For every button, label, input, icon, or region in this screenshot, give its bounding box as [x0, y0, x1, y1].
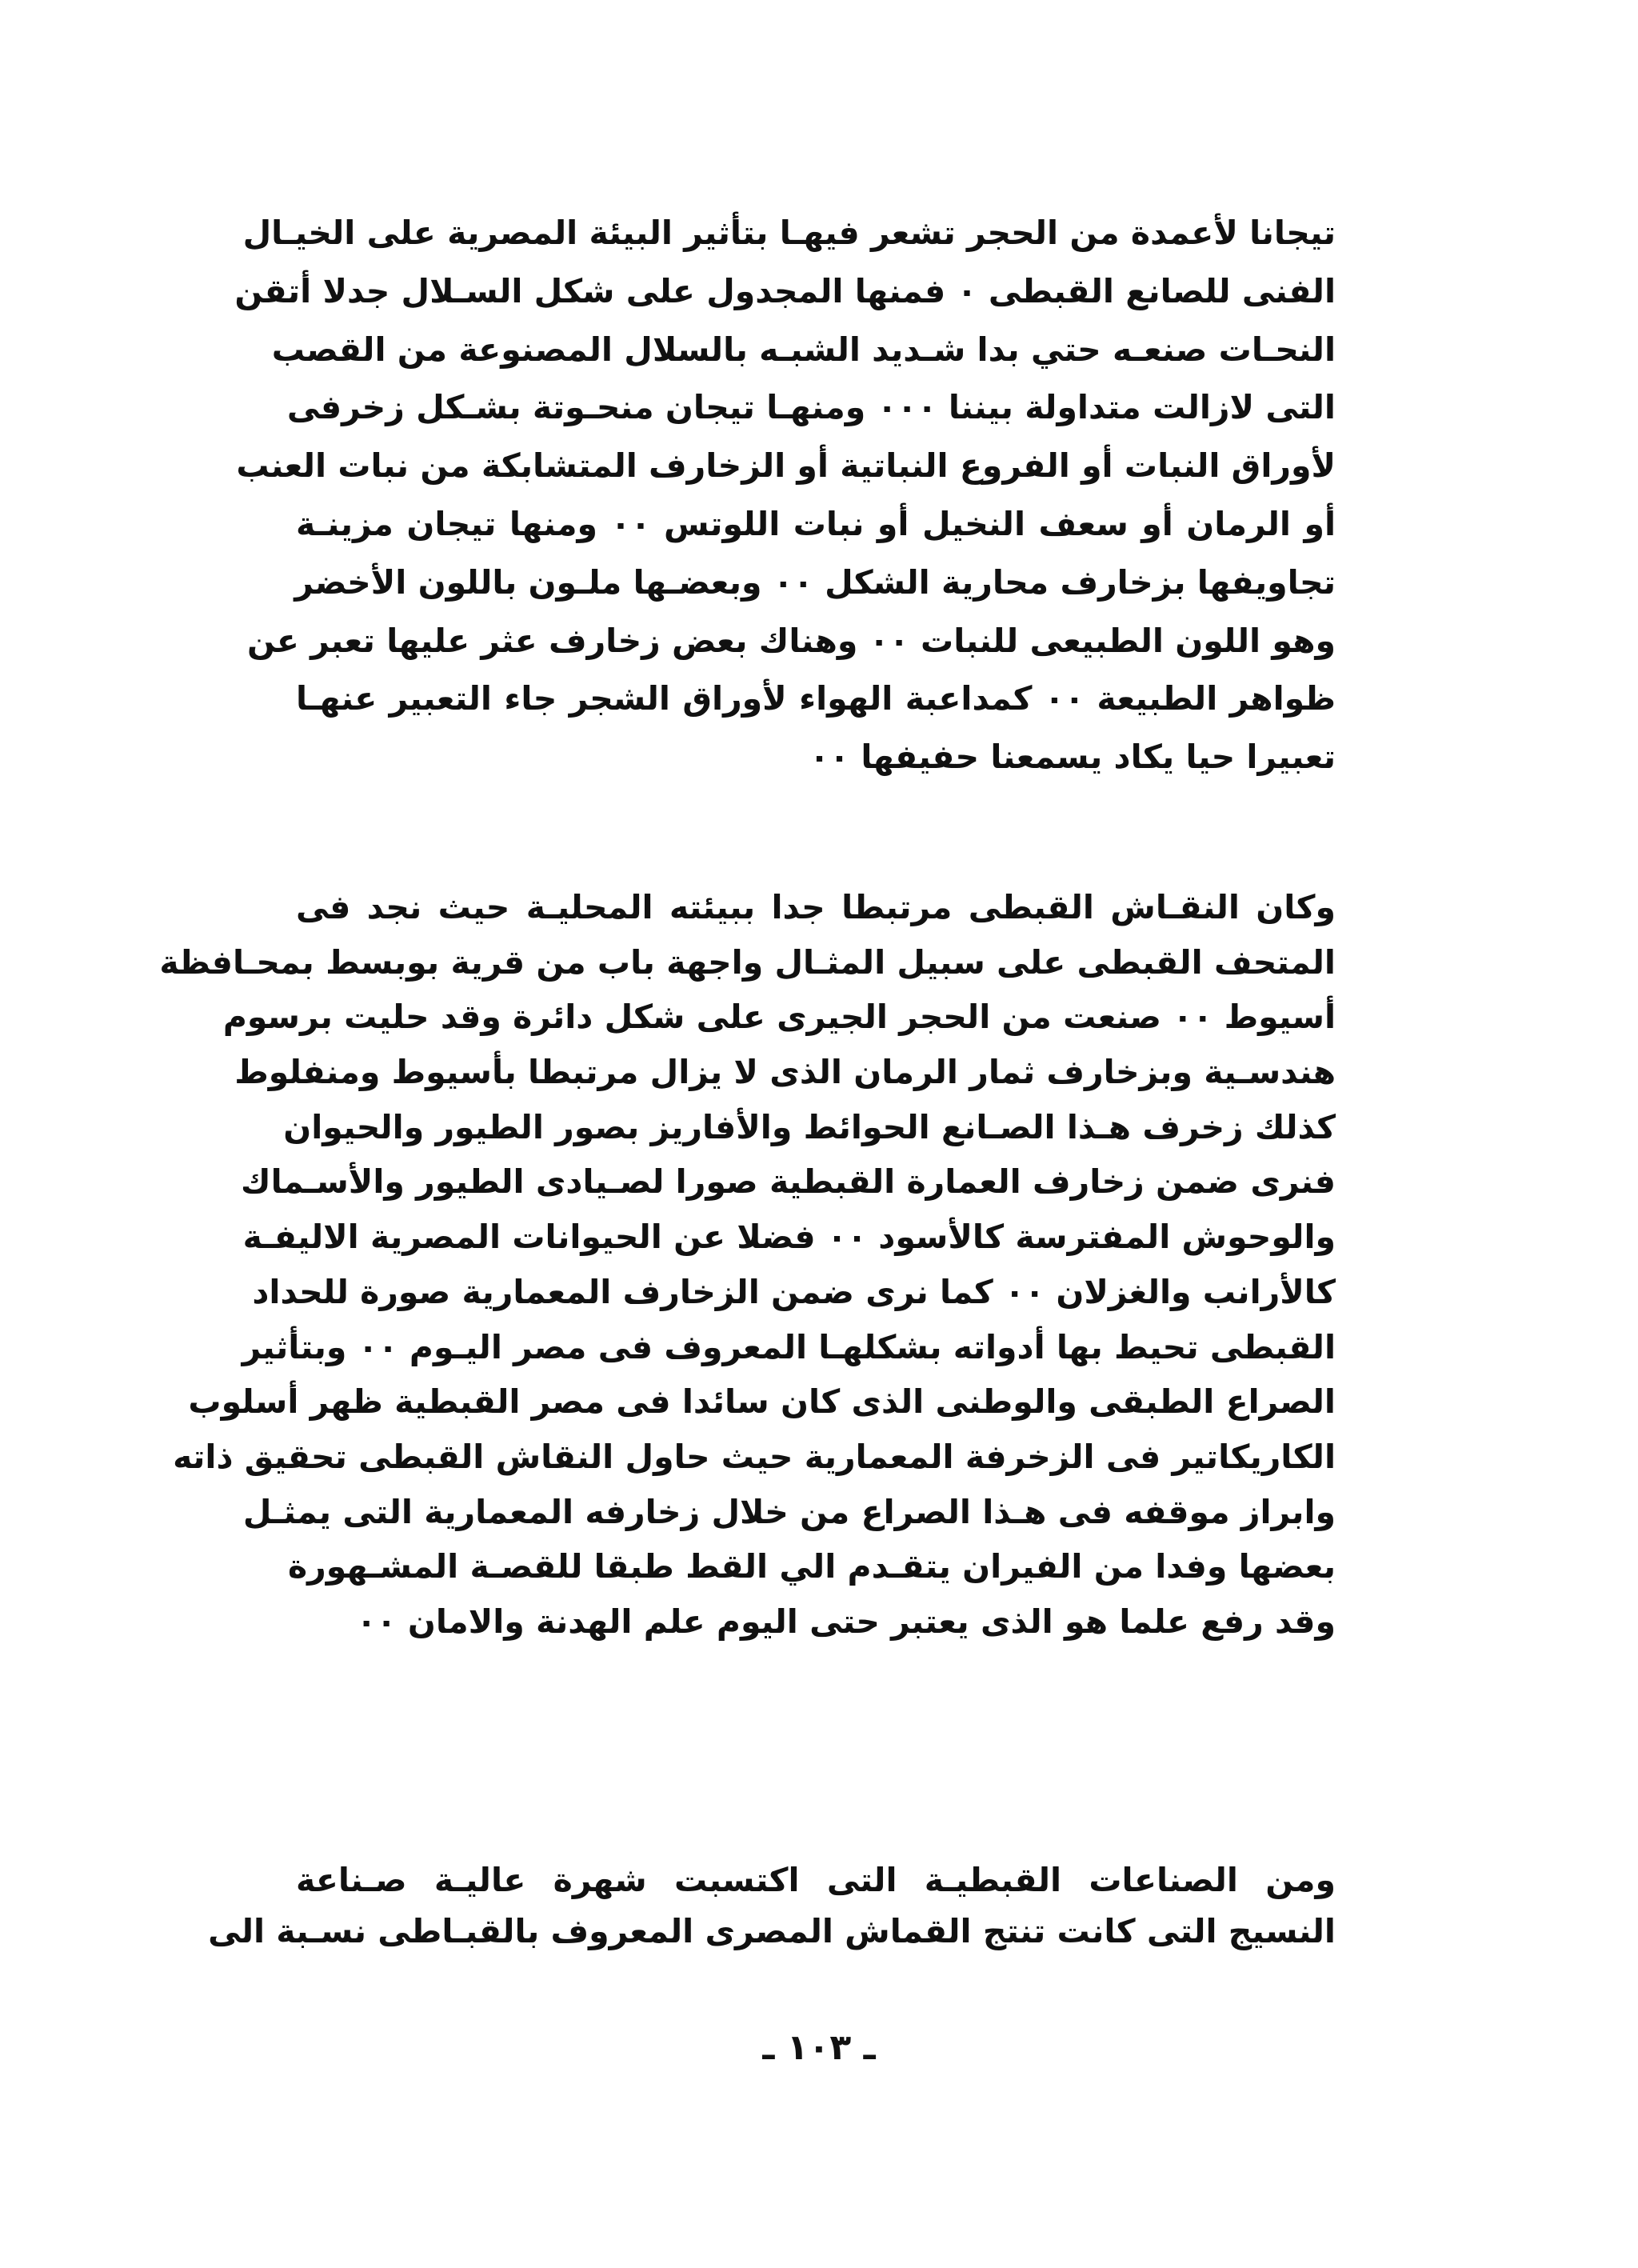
text-line: المتحف القبطى على سبيل المثـال واجهة باب من قرية بوبسط بمحـافظة	[159, 942, 1336, 982]
text-line: لأوراق النبات أو الفروع النباتية أو الزخارف المتشابكة من نبات العنب	[236, 446, 1336, 486]
text-line: فنرى ضمن زخارف العمارة القبطية صورا لصـيادى الطيور والأسـماك	[241, 1162, 1336, 1202]
text-line: التى لازالت متداولة بيننا ٠٠٠ ومنهـا تيجان منحـوتة بشـكل زخرفى	[286, 388, 1336, 427]
text-line: الفنى للصانع القبطى ٠ فمنها المجدول على شكل السـلال جدلا أتقن	[234, 271, 1336, 310]
text-line: تعبيرا حيا يكاد يسمعنا حفيفها ٠٠	[809, 738, 1336, 777]
text-line: وهو اللون الطبيعى للنبات ٠٠ وهناك بعض زخارف عثر عليها تعبر عن	[246, 621, 1336, 660]
text-line: وقد رفع علما هو الذى يعتبر حتى اليوم علم الهدنة والامان ٠٠	[356, 1602, 1336, 1641]
text-line: النسيج التى كانت تنتج القماش المصرى المعروف بالقبـاطى نسـبة الى	[208, 1912, 1336, 1950]
paragraph-capitals	[234, 204, 1336, 786]
text-line: وكان النقـاش القبطى مرتبطا جدا ببيئته المحليـة حيث نجد فى	[296, 888, 1336, 926]
text-line: الصراع الطبقى والوطنى الذى كان سائدا فى مصر القبطية ظهر أسلوب	[188, 1382, 1336, 1422]
paragraph-coptic-industries	[208, 1854, 1336, 1957]
text-line: ظواهر الطبيعة ٠٠ كمداعبة الهواء لأوراق الشجر جاء التعبير عنهـا	[296, 679, 1336, 718]
paragraph-coptic-engraver	[159, 880, 1336, 1650]
text-line: وابراز موقفه فى هـذا الصراع من خلال زخارفه المعمارية التى يمثـل	[242, 1492, 1336, 1531]
text-line: ومن الصناعات القبطيـة التى اكتسبت شهرة عاليـة صـناعة	[296, 1861, 1336, 1899]
text-line: كذلك زخرف هـذا الصـانع الحوائط والأفاريز بصور الطيور والحيوان	[283, 1107, 1336, 1146]
text-line: بعضها وفدا من الفيران يتقـدم الي القط طبقا للقصـة المشـهورة	[287, 1547, 1336, 1586]
page-number: ـ ١٠٣ ـ	[762, 2027, 876, 2068]
text-line: والوحوش المفترسة كالأسود ٠٠ فضلا عن الحيوانات المصرية الاليفـة	[242, 1218, 1336, 1257]
text-line: القبطى تحيط بها أدواته بشكلهـا المعروف فى مصر اليـوم ٠٠ وبتأثير	[242, 1327, 1336, 1366]
text-line: تيجانا لأعمدة من الحجر تشعر فيهـا بتأثير البيئة المصرية على الخيـال	[242, 214, 1336, 252]
text-line: أسيوط ٠٠ صنعت من الحجر الجيرى على شكل دائرة وقد حليت برسوم	[222, 998, 1336, 1037]
text-line: الكاريكاتير فى الزخرفة المعمارية حيث حاول النقاش القبطى تحقيق ذاته	[173, 1437, 1336, 1476]
text-line: تجاويفها بزخارف محارية الشكل ٠٠ وبعضـها ملـون باللون الأخضر	[294, 562, 1336, 602]
text-line: أو الرمان أو سعف النخيل أو نبات اللوتس ٠٠ ومنها تيجان مزينـة	[296, 504, 1336, 543]
text-line: كالأرانب والغزلان ٠٠ كما نرى ضمن الزخارف المعمارية صورة للحداد	[252, 1272, 1336, 1311]
text-line: هندسـية وبزخارف ثمار الرمان الذى لا يزال مرتبطا بأسيوط ومنفلوط	[234, 1053, 1336, 1092]
text-line: النحـات صنعـه حتي بدا شـديد الشبـه بالسلال المصنوعة من القصب	[271, 330, 1336, 369]
